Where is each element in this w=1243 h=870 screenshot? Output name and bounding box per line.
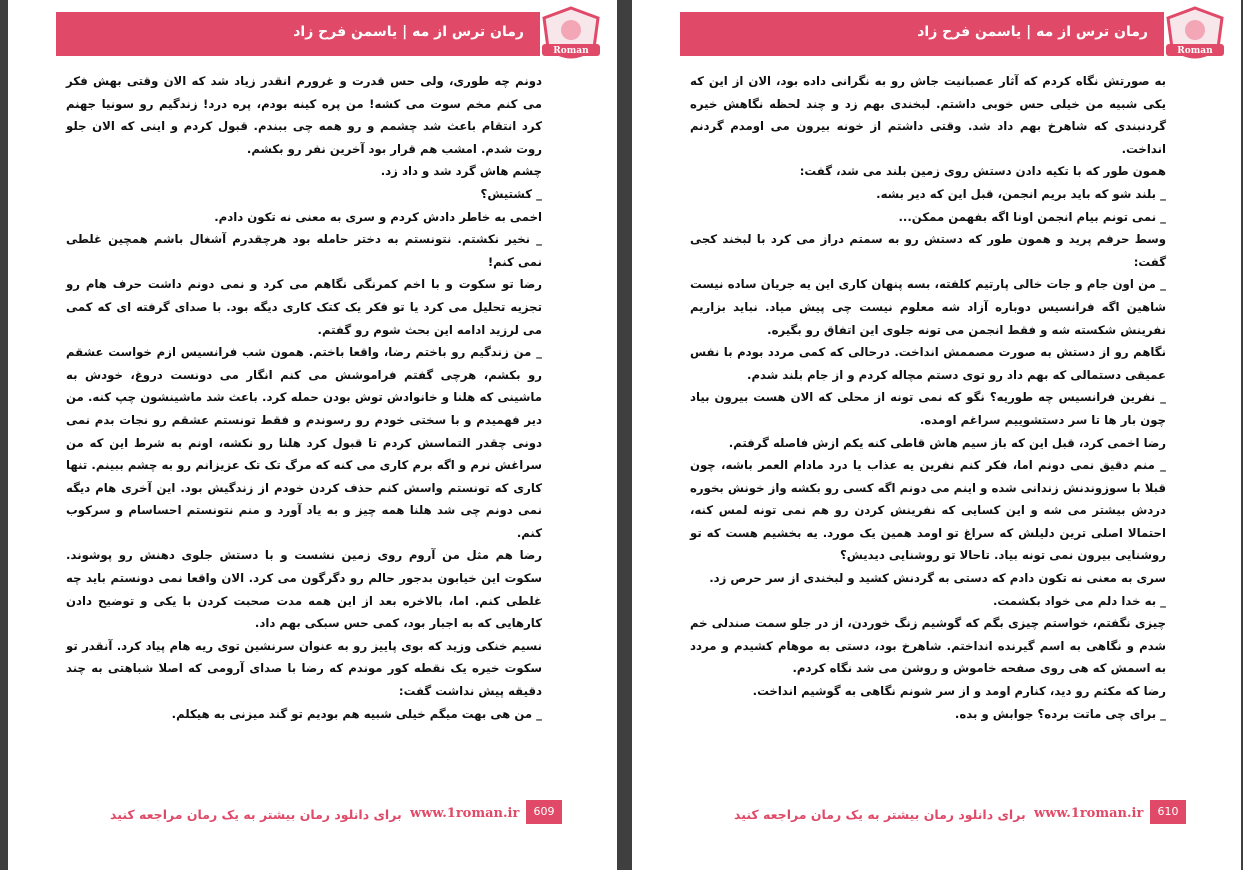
paragraph: _ بلند شو که باید بریم انجمن، قبل این که دیر بشه. (876, 186, 1166, 201)
paragraph: _ من زندگیم رو باختم رضا، واقعا باختم. همون شب فرانسیس ازم خواست عشقم رو بکشم، هرچی گفتم فراموشش می کنم انگار می دونست دروغ، خودش به ماشینی که هلنا و خانوادش توش بودن حمله کرد. باعث شد ماشینشون چپ کنه. من دیر فهمیدم و با سختی خودم رو رسوندم و فقط تونستم عشقم رو نجات بدم نمی دونی چقدر التماسش کردم تا قبول کرد هلنا رو نکشه، اونم به شرط این که من سراغش نرم و اگه برم کاری می کنه که مرگ تک تک عزیزانم رو به چشم ببینم. تنها کاری که تونستم واسش کنم حذف کردن خودم از زندگیش بود. این آخری هام دیگه نمی دونم چی شد هلنا همه چیز و به یاد آورد و منم نتونستم احساسام و سرکوب کنم. (66, 345, 542, 540)
paragraph: چشم هاش گرد شد و داد زد. (380, 164, 542, 179)
paragraph: _ نفرین فرانسیس چه طوریه؟ نگو که نمی تونه از محلی که الان هست بیرون بیاد چون بار ها تا سر دستشوییم سراغم اومده. (690, 390, 1166, 427)
paragraph: وسط حرفم پرید و همون طور که دستش رو به سمتم دراز می کرد با لبخند کجی گفت: (690, 232, 1166, 269)
paragraph: _ به خدا دلم می خواد بکشمت. (992, 593, 1166, 608)
paragraph: _ من هی بهت میگم خیلی شبیه هم بودیم تو گند میزنی به هیکلم. (171, 706, 542, 721)
footer-site-link[interactable]: www.1roman.ir (410, 806, 520, 821)
page-right (632, 0, 1241, 870)
paragraph: _ نمی تونم بیام انجمن اونا اگه بفهمن ممکن... (898, 209, 1166, 224)
footer-promo-text: برای دانلود رمان بیشتر به یک رمان مراجعه کنید (110, 807, 402, 822)
body-text (66, 70, 542, 725)
page-number: 610 (1150, 800, 1186, 824)
page-number: 609 (526, 800, 562, 824)
roman-logo-icon (1160, 6, 1230, 68)
paragraph: نگاهم رو از دستش به صورت مصممش انداخت. درحالی که کمی مردد بودم با نفس عمیقی دستمالی که بهم داد رو توی دستم مچاله کردم و از جام بلند شدم. (690, 345, 1166, 382)
page-header (56, 12, 540, 56)
paragraph: رضا اخمی کرد، قبل این که باز سیم هاش قاطی کنه یکم ازش فاصله گرفتم. (728, 435, 1166, 450)
paragraph: رضا هم مثل من آروم روی زمین نشست و با دستش جلوی دهنش رو پوشوند. سکوت این خیابون بدجور حالم رو دگرگون می کرد. الان واقعا نمی دونستم باید چه غلطی کنم. اما، بالاخره بعد از این همه مدت صحبت کردن با یکی و توضیح دادن کارهایی که به اجبار بود، کمی حس سبکی بهم داد. (66, 548, 542, 631)
header-title: رمان ترس از مه | یاسمن فرح زاد (917, 24, 1148, 40)
paragraph: رضا تو سکوت و با اخم کمرنگی نگاهم می کرد و نمی دونم داشت حرف هام رو تجزیه تحلیل می کرد یا تو فکر یک کتک کاری دیگه بود. با صدای گرفته ای که کمی می لرزید ادامه این بحث شوم رو گفتم. (66, 277, 542, 337)
paragraph: _ نخیر نکشتم. نتونستم به دختر حامله بود هرچقدرم آشغال باشم همچین غلطی نمی کنم! (66, 232, 542, 269)
paragraph: به صورتش نگاه کردم که آثار عصبانیت جاش رو به نگرانی داده بود، الان از این که یکی شبیه من خیلی حس خوبی داشتم. لبخندی بهم زد و چند لحظه نگاهش خیره گردنبندی که شاهرخ بهم داد شد. وقتی داشتم از خونه بیرون می اومدم گردنم انداخت. (690, 74, 1166, 156)
roman-logo-icon (536, 6, 606, 68)
paragraph: _ من اون جام و جات خالی پارتیم کلفته، بسه پنهان کاری این یه جریان ساده نیست شاهین اگه فرانسیس دوباره آزاد شه معلوم نیست چی پیش میاد. نباید بزاریم نفرینش شکسته شه و فقط انجمن می تونه جلوی این اتفاق رو بگیره. (690, 277, 1166, 337)
paragraph: _ برای چی ماتت برده؟ جوابش و بده. (954, 706, 1166, 721)
logo-text: Roman (553, 46, 589, 56)
paragraph: چیزی نگفتم، خواستم چیزی بگم که گوشیم زنگ خوردن، از در جلو سمت صندلی خم شدم و نگاهی به اسم گیرنده انداختم. شاهرخ بود، دستی به موهام کشیدم و مردد به اسمش که هی روی صفحه خاموش و روشن می شد نگاه کردم. (690, 616, 1166, 676)
paragraph: نسیم خنکی وزید که بوی پاییز رو به عنوان سرنشین توی ریه هام پیاد کرد. آنقدر تو سکوت خیره یک نقطه کور موندم که رضا با صدای آرومی که اصلا شباهتی به چند دقیقه پیش نداشت گفت: (66, 638, 542, 699)
paragraph: اخمی به خاطر دادش کردم و سری به معنی نه تکون دادم. (214, 209, 542, 224)
body-text (690, 70, 1166, 725)
page-left (8, 0, 617, 870)
header-title: رمان ترس از مه | یاسمن فرح زاد (293, 24, 524, 40)
paragraph: دونم چه طوری، ولی حس قدرت و غرورم انقدر زیاد شد که الان وقتی بهش فکر می کنم مخم سوت می کشه! من پره کینه بودم، پره درد! زندگیم رو سونیا جهنم کرد انتقام باعث شد چشمم و رو همه چی ببندم. قبول کردم و اینی که الان جلو روت شدم. امشب هم قرار بود آخرین نفر رو بکشم. (66, 74, 542, 156)
footer-site-link[interactable]: www.1roman.ir (1034, 806, 1144, 821)
footer-promo-text: برای دانلود رمان بیشتر به یک رمان مراجعه کنید (734, 807, 1026, 822)
logo-text: Roman (1177, 46, 1213, 56)
paragraph: رضا که مکثم رو دید، کنارم اومد و از سر شونم نگاهی به گوشیم انداخت. (752, 684, 1166, 699)
paragraph: همون طور که با تکیه دادن دستش روی زمین بلند می شد، گفت: (799, 164, 1166, 179)
paragraph: سری به معنی نه تکون دادم که دستی به گردنش کشید و لبخندی از سر حرص زد. (709, 571, 1166, 586)
page-header (680, 12, 1164, 56)
paragraph: _ کشتیش؟ (480, 186, 542, 201)
paragraph: _ منم دقیق نمی دونم اما، فکر کنم نفرین یه عذاب یا درد مادام العمر باشه، چون قبلا با سوزوندنش زندانی شده و اینم می دونم اگه کسی رو بکشه واز خونش بخوره دردش بیشتر می شه و این کسایی که نفرینش کردن رو هم نمی تونه لمس کنه، احتمالا اصلی ترین دلیلش که سراغ تو اومد همین یک مورد. یه بخشیم هست که تو روشنایی بیرون نمی تونه بیاد. تاحالا تو روشنایی دیدیش؟ (690, 458, 1166, 563)
